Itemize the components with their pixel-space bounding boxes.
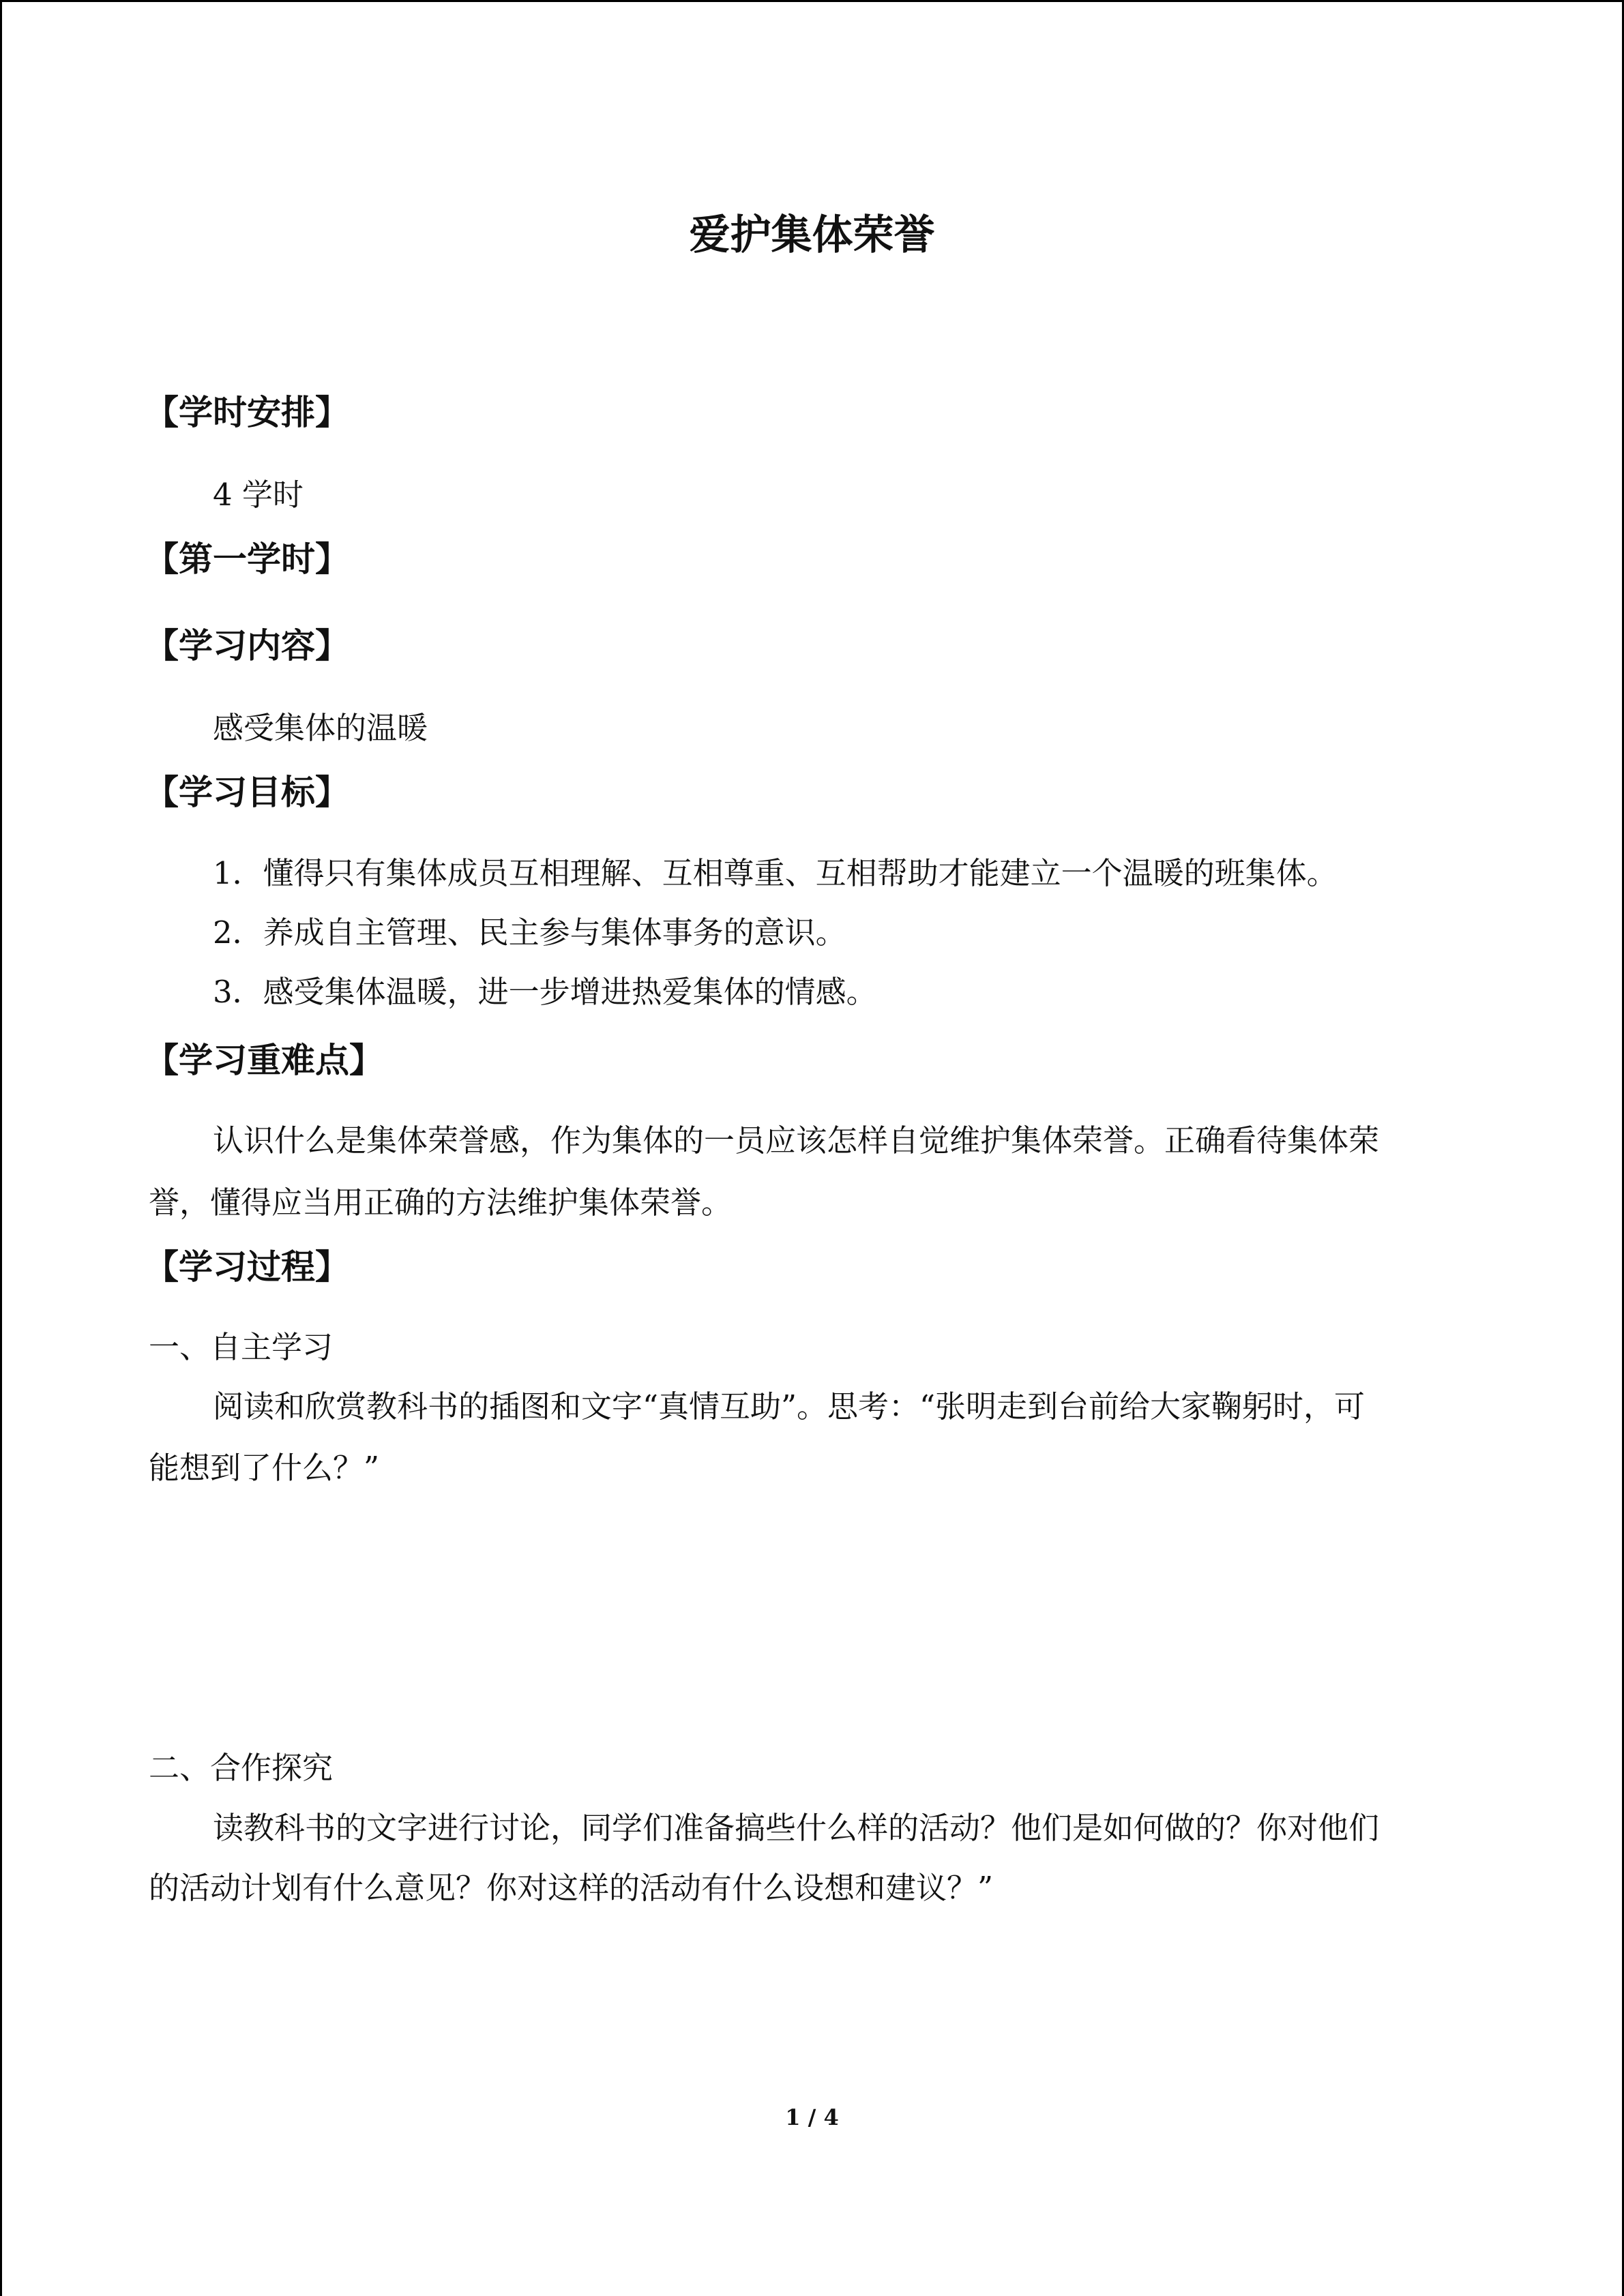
section-heading-first-period: 【第一学时】	[145, 539, 349, 579]
self-study-line-2: 能想到了什么？”	[149, 1450, 380, 1486]
cooperative-inquiry-line-2: 的活动计划有什么意见？你对这样的活动有什么设想和建议？”	[149, 1870, 994, 1906]
self-study-line-1: 阅读和欣赏教科书的插图和文字“真情互助”。思考：“张明走到台前给大家鞠躬时，可	[213, 1388, 1365, 1425]
key-points-line-1: 认识什么是集体荣誉感，作为集体的一员应该怎样自觉维护集体荣誉。正确看待集体荣	[213, 1122, 1380, 1159]
objective-item-3: 3．感受集体温暖，进一步增进热爱集体的情感。	[213, 974, 877, 1010]
key-points-line-2: 誉，懂得应当用正确的方法维护集体荣誉。	[149, 1184, 733, 1221]
page-border-left	[0, 0, 2, 2296]
document-title: 爱护集体荣誉	[689, 211, 935, 259]
section-heading-content: 【学习内容】	[145, 626, 349, 666]
process-subheading-self-study: 一、自主学习	[149, 1329, 334, 1365]
content-text: 感受集体的温暖	[213, 710, 428, 746]
cooperative-inquiry-line-1: 读教科书的文字进行讨论，同学们准备搞些什么样的活动？他们是如何做的？你对他们	[213, 1810, 1380, 1846]
section-heading-process: 【学习过程】	[145, 1247, 349, 1287]
section-heading-objectives: 【学习目标】	[145, 773, 349, 812]
schedule-text: 4 学时	[213, 477, 304, 513]
objective-item-2: 2．养成自主管理、民主参与集体事务的意识。	[213, 914, 846, 951]
objective-item-1: 1．懂得只有集体成员互相理解、互相尊重、互相帮助才能建立一个温暖的班集体。	[213, 855, 1338, 891]
section-heading-schedule: 【学时安排】	[145, 393, 349, 432]
section-heading-key-points: 【学习重难点】	[145, 1041, 383, 1080]
page-number: 1 / 4	[785, 2104, 839, 2130]
process-subheading-cooperative-inquiry: 二、合作探究	[149, 1750, 334, 1786]
page-border-top	[0, 0, 1624, 2]
